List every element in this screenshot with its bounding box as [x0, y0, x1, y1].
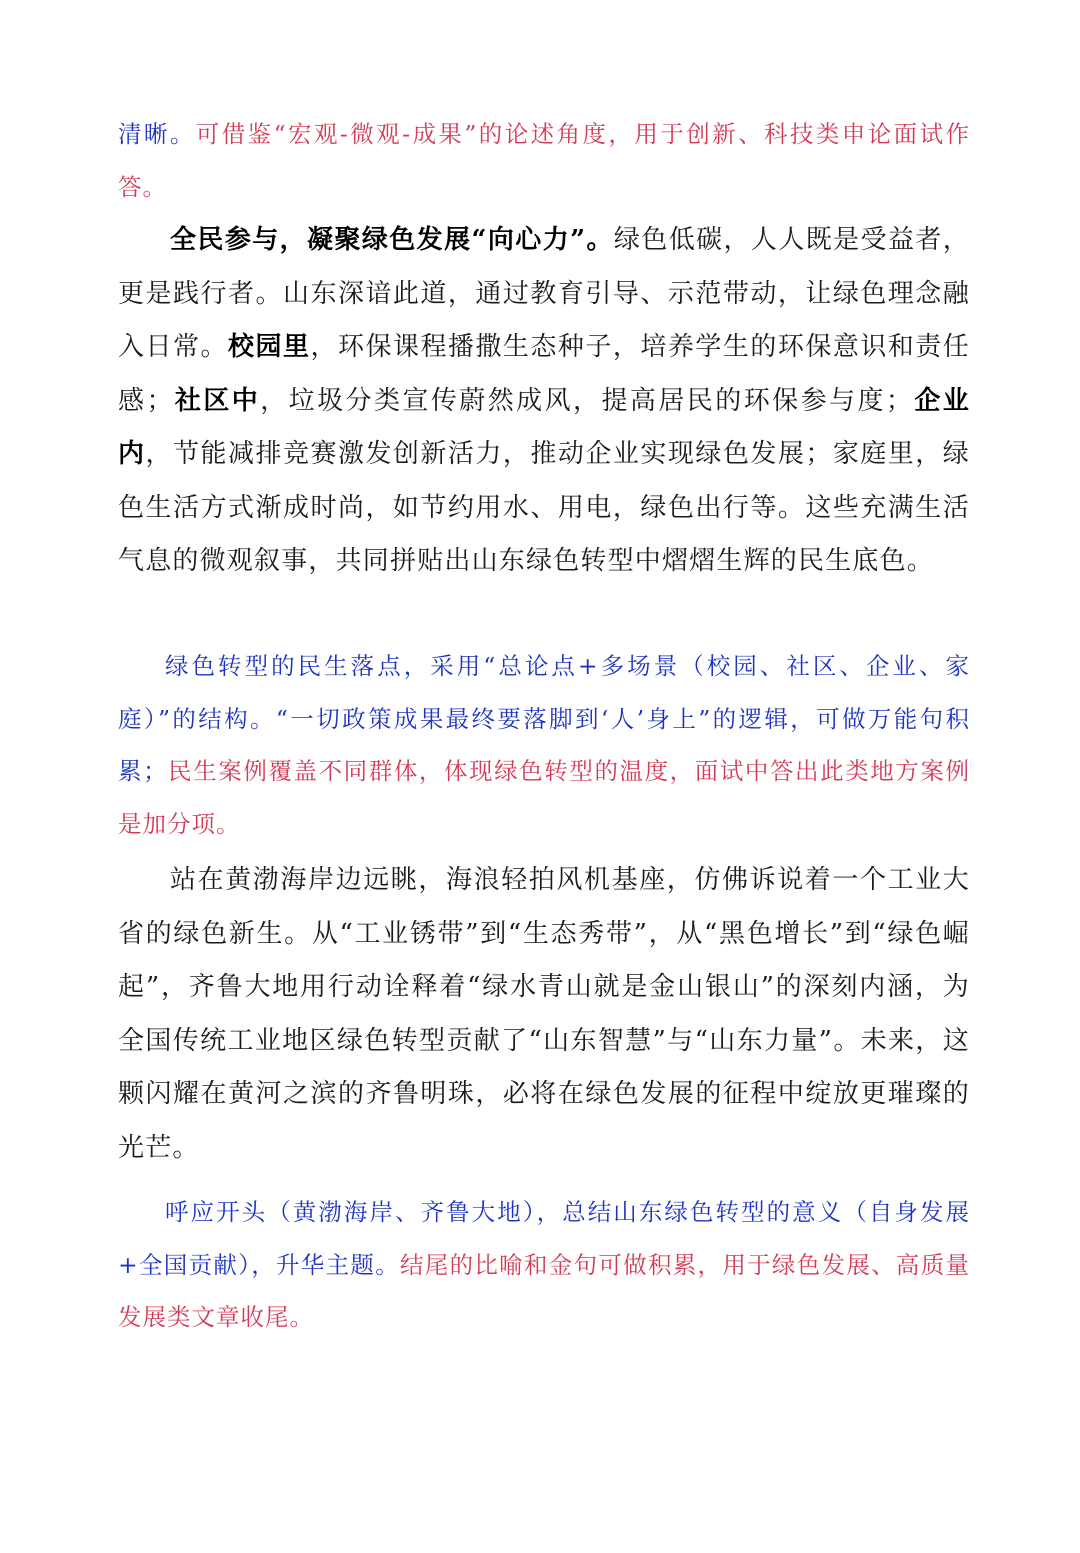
paragraph-text-4: ，节能减排竞赛激发创新活力，推动企业实现绿色发展；家庭里，绿色生活方式渐成时尚，如节约用水、用电，绿色出行等。这些充满生活气息的微观叙事，共同拼贴出山东绿色转型中熠熠生辉的民生底色。: [118, 439, 970, 576]
keyword-enterprise: 企业内: [118, 385, 970, 469]
keyword-campus: 校园里: [227, 332, 311, 362]
annotation-top: [118, 108, 970, 213]
annotation-bottom-blue: 呼应开头（黄渤海岸、齐鲁大地），总结山东绿色转型的意义（自身发展+全国贡献），升华主题。: [118, 1198, 970, 1279]
annotation-middle: [118, 640, 970, 850]
annotation-top-red: 可借鉴“宏观-微观-成果”的论述角度，用于创新、科技类申论面试作答。: [118, 120, 970, 201]
annotation-middle-red: 民生案例覆盖不同群体，体现绿色转型的温度，面试中答出此类地方案例是加分项。: [118, 757, 971, 838]
annotation-top-blue: 清晰。: [118, 120, 196, 148]
annotation-bottom-red: 结尾的比喻和金句可做积累，用于绿色发展、高质量发展类文章收尾。: [118, 1250, 971, 1331]
paragraph-public-participation: [118, 214, 970, 589]
paragraph-text-1: 绿色低碳，人人既是受益者，更是践行者。山东深谙此道，通过教育引导、示范带动，让绿色理念融入日常。: [118, 225, 970, 362]
annotation-middle-blue: 绿色转型的民生落点，采用“总论点+多场景（校园、社区、企业、家庭）”的结构。“一切政策成果最终要落脚到‘人’身上”的逻辑，可做万能句积累；: [118, 652, 970, 785]
annotation-bottom: [118, 1186, 970, 1344]
keyword-community: 社区中: [173, 385, 261, 416]
paragraph-heading: 全民参与，凝聚绿色发展“向心力”。: [170, 225, 614, 255]
paragraph-conclusion: 站在黄渤海岸边远眺，海浪轻拍风机基座，仿佛诉说着一个工业大省的绿色新生。从“工业锈带”到“生态秀带”，从“黑色增长”到“绿色崛起”，齐鲁大地用行动诠释着“绿水青山就是金山银山”的深刻内涵，为全国传统工业地区绿色转型贡献了“山东智慧”与“山东力量”。未来，这颗闪耀在黄河之滨的齐鲁明珠，必将在绿色发展的征程中绽放更璀璨的光芒。: [118, 865, 970, 1163]
paragraph-text-2: ，环保课程播撒生态种子，培养学生的环保意识和责任感；: [118, 332, 970, 416]
paragraph-text-3: ，垃圾分类宣传蔚然成风，提高居民的环保参与度；: [260, 385, 914, 416]
